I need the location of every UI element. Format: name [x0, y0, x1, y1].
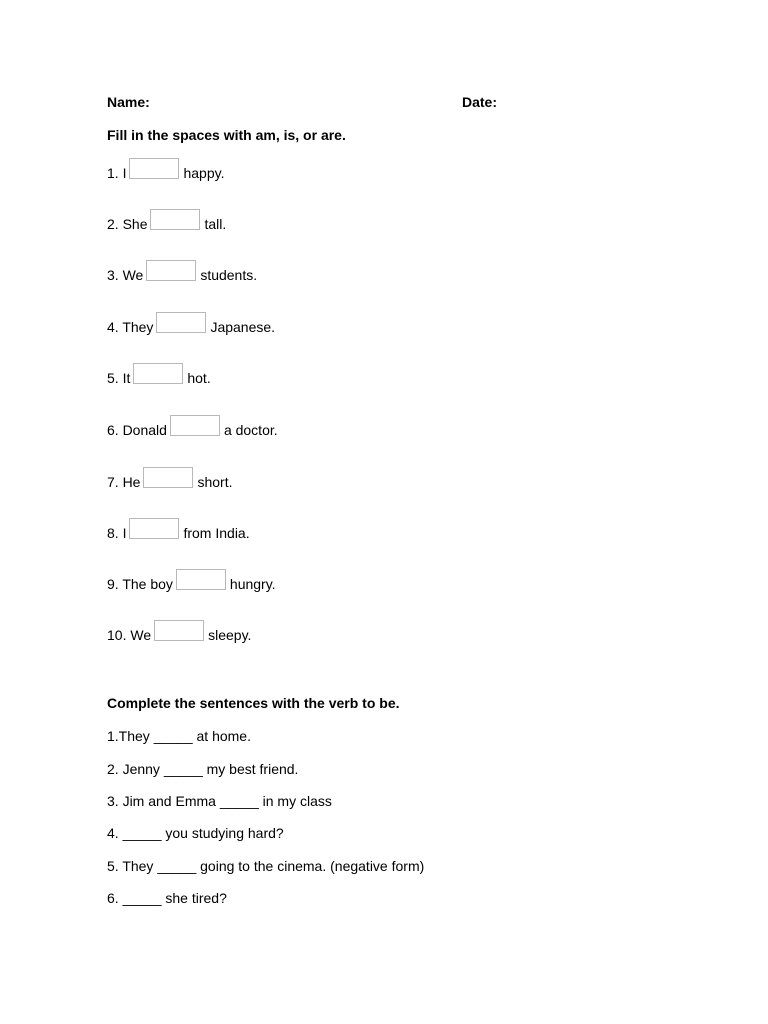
exercise-item — [107, 160, 224, 181]
item-suffix: students. — [200, 267, 258, 283]
exercise-item — [107, 469, 232, 490]
item-prefix: 9. The boy — [107, 576, 173, 592]
answer-box[interactable] — [143, 467, 193, 488]
sentence-item: 2. Jenny _____ my best friend. — [107, 761, 299, 777]
item-prefix: 7. He — [107, 474, 141, 490]
sentence-item: 3. Jim and Emma _____ in my class — [107, 793, 332, 809]
section2-instruction: Complete the sentences with the verb to be. — [107, 695, 400, 711]
item-prefix: 1. I — [107, 165, 127, 181]
sentence-item: 6. _____ she tired? — [107, 890, 227, 906]
answer-box[interactable] — [150, 209, 200, 230]
exercise-item — [107, 571, 276, 592]
item-suffix: sleepy. — [208, 627, 252, 643]
exercise-item — [107, 520, 250, 541]
exercise-item — [107, 211, 226, 232]
item-prefix: 10. We — [107, 627, 152, 643]
item-suffix: hungry. — [229, 576, 276, 592]
item-suffix: Japanese. — [210, 319, 276, 335]
item-prefix: 3. We — [107, 267, 144, 283]
item-suffix: short. — [197, 474, 233, 490]
sentence-item: 1.They _____ at home. — [107, 728, 251, 744]
item-prefix: 2. She — [107, 216, 148, 232]
item-suffix: from India. — [183, 525, 250, 541]
answer-box[interactable] — [156, 312, 206, 333]
answer-box[interactable] — [146, 260, 196, 281]
item-suffix: hot. — [187, 370, 211, 386]
exercise-item — [107, 262, 257, 283]
sentence-item: 5. They _____ going to the cinema. (negative form) — [107, 858, 425, 874]
item-prefix: 8. I — [107, 525, 127, 541]
item-prefix: 5. It — [107, 370, 131, 386]
item-prefix: 6. Donald — [107, 422, 167, 438]
item-suffix: happy. — [183, 165, 225, 181]
answer-box[interactable] — [133, 363, 183, 384]
answer-box[interactable] — [129, 158, 179, 179]
answer-box[interactable] — [129, 518, 179, 539]
answer-box[interactable] — [176, 569, 226, 590]
item-suffix: tall. — [204, 216, 227, 232]
section1-instruction: Fill in the spaces with am, is, or are. — [107, 127, 346, 143]
exercise-item — [107, 314, 275, 335]
exercise-item — [107, 622, 251, 643]
item-suffix: a doctor. — [223, 422, 278, 438]
answer-box[interactable] — [154, 620, 204, 641]
date-label: Date: — [462, 94, 498, 110]
item-prefix: 4. They — [107, 319, 154, 335]
name-label: Name: — [107, 94, 150, 110]
exercise-item — [107, 417, 278, 438]
exercise-item — [107, 365, 211, 386]
sentence-item: 4. _____ you studying hard? — [107, 825, 284, 841]
answer-box[interactable] — [170, 415, 220, 436]
